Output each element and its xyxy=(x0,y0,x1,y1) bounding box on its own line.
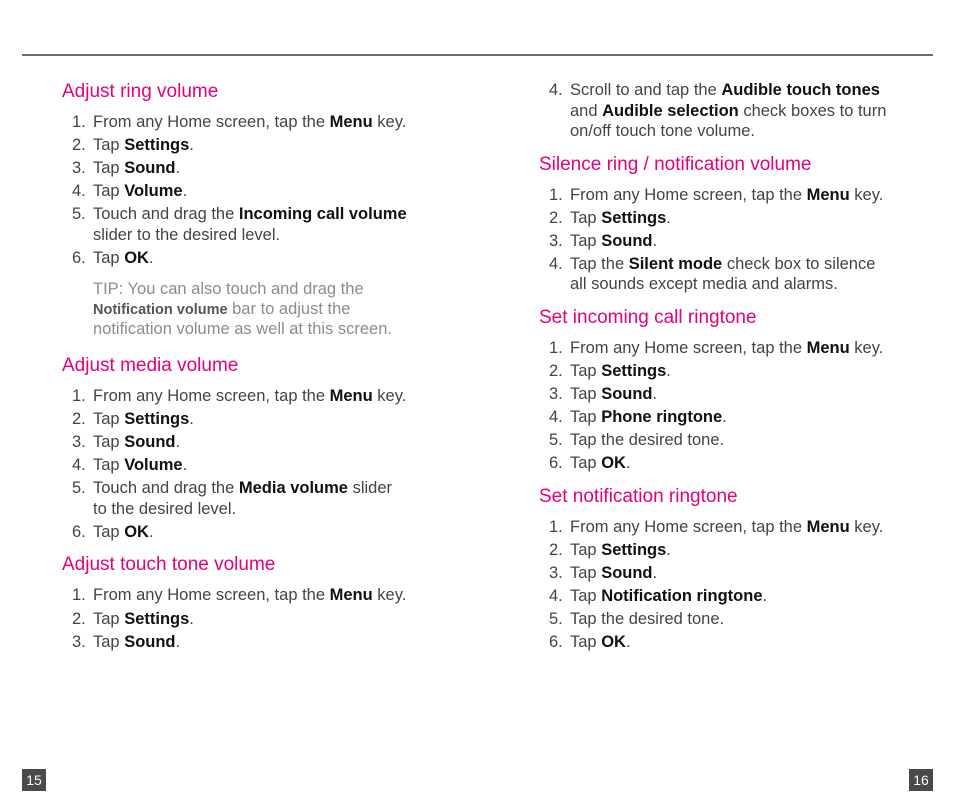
section-adjust-touch-tone-volume xyxy=(62,553,407,652)
step-post: key. xyxy=(372,386,407,405)
step-num: 6. xyxy=(72,522,86,541)
step-post: . xyxy=(175,159,181,178)
section-title: Set incoming call ringtone xyxy=(539,306,757,328)
step-pre: Tap xyxy=(570,563,602,582)
step-item xyxy=(62,181,407,202)
step-pre: From any Home screen, tap the xyxy=(93,386,330,405)
step-item xyxy=(539,540,889,561)
section-title: Adjust touch tone volume xyxy=(62,554,276,576)
step-pre: Tap the xyxy=(570,254,629,273)
step-num: 2. xyxy=(549,540,563,559)
step-mid: and xyxy=(570,101,603,120)
step-num: 5. xyxy=(72,205,86,224)
step-pre: Tap xyxy=(93,182,125,201)
step-num: 1. xyxy=(72,386,86,405)
step-post: . xyxy=(182,182,188,201)
step-bold2: Audible selection xyxy=(602,101,739,120)
step-post: key. xyxy=(372,586,407,605)
step-num: 1. xyxy=(72,113,86,131)
step-post: . xyxy=(625,454,631,473)
step-item xyxy=(62,158,407,179)
step-list xyxy=(62,112,407,268)
step-post: check boxes to turn on/off touch tone volume. xyxy=(570,101,887,140)
step-num: 3. xyxy=(72,632,86,651)
step-post: . xyxy=(652,563,658,582)
step-item xyxy=(62,478,407,519)
step-bold: OK xyxy=(601,633,626,652)
section-title: Adjust media volume xyxy=(62,354,239,376)
step-num: 2. xyxy=(72,609,86,628)
step-num: 4. xyxy=(549,587,563,606)
step-post: . xyxy=(189,609,194,628)
step-bold: Volume xyxy=(124,182,183,201)
section-adjust-ring-volume xyxy=(62,80,407,340)
step-bold: Sound xyxy=(124,433,176,452)
step-pre: Tap xyxy=(570,208,602,227)
section-touch-tone-continued xyxy=(539,80,889,142)
section-set-notification-ringtone xyxy=(539,485,889,653)
step-item xyxy=(539,430,889,451)
step-item xyxy=(539,517,889,538)
step-num: 3. xyxy=(72,433,86,452)
step-pre: Tap xyxy=(570,384,602,403)
step-bold: Menu xyxy=(806,338,850,357)
step-post: key. xyxy=(849,517,884,536)
step-post: . xyxy=(189,136,194,155)
step-bold: Sound xyxy=(601,563,653,582)
step-num: 2. xyxy=(72,410,86,429)
tip-bold-term: Notification volume xyxy=(93,301,228,318)
step-num: 2. xyxy=(549,361,563,380)
step-bold: Settings xyxy=(124,136,190,155)
step-num: 2. xyxy=(549,208,563,227)
right-column xyxy=(539,80,889,664)
step-bold: OK xyxy=(124,248,149,267)
step-item xyxy=(539,208,889,229)
step-num: 6. xyxy=(72,248,86,267)
step-bold: Notification ringtone xyxy=(601,587,763,606)
step-item xyxy=(62,432,407,453)
step-item xyxy=(539,586,889,607)
step-item xyxy=(62,409,407,430)
step-pre: From any Home screen, tap the xyxy=(93,113,330,131)
step-bold: Silent mode xyxy=(628,254,723,273)
step-pre: Tap xyxy=(93,609,125,628)
step-post: . xyxy=(189,410,194,429)
step-bold: OK xyxy=(601,454,626,473)
step-item xyxy=(62,632,407,653)
step-post: . xyxy=(625,633,631,652)
step-pre: Scroll to and tap the xyxy=(570,81,722,99)
step-pre: Tap xyxy=(570,454,602,473)
step-item xyxy=(539,632,889,653)
step-bold: Incoming call volume xyxy=(238,205,407,224)
page-number-left: 15 xyxy=(22,769,46,791)
step-item xyxy=(539,338,889,359)
step-list xyxy=(539,185,889,295)
step-num: 1. xyxy=(549,185,563,204)
step-post: key. xyxy=(372,113,407,131)
step-pre: Tap xyxy=(93,433,125,452)
step-bold: Sound xyxy=(601,384,653,403)
step-num: 6. xyxy=(549,633,563,652)
step-pre: Touch and drag the xyxy=(93,205,239,224)
step-num: 3. xyxy=(549,563,563,582)
step-num: 6. xyxy=(549,454,563,473)
step-item xyxy=(62,204,407,245)
step-bold: Audible touch tones xyxy=(721,81,880,99)
step-num: 3. xyxy=(549,231,563,250)
step-pre: Tap xyxy=(93,456,125,475)
step-bold: Settings xyxy=(124,410,190,429)
step-item xyxy=(62,386,407,407)
step-item xyxy=(539,80,889,142)
step-bold: Sound xyxy=(124,632,176,651)
step-bold: Phone ringtone xyxy=(601,408,723,427)
step-item xyxy=(539,185,889,206)
section-adjust-media-volume xyxy=(62,354,407,542)
step-pre: Tap xyxy=(570,587,602,606)
step-list xyxy=(539,517,889,653)
step-post: . xyxy=(666,361,671,380)
step-post: . xyxy=(666,540,671,559)
step-item xyxy=(539,453,889,474)
step-post: . xyxy=(666,208,671,227)
step-pre: From any Home screen, tap the xyxy=(570,185,807,204)
step-pre: Tap xyxy=(93,410,125,429)
step-post: . xyxy=(148,248,154,267)
step-num: 5. xyxy=(549,431,563,450)
step-num: 3. xyxy=(72,159,86,178)
step-item xyxy=(539,407,889,428)
step-num: 5. xyxy=(549,610,563,629)
step-num: 4. xyxy=(72,182,86,201)
step-pre: From any Home screen, tap the xyxy=(570,338,807,357)
step-pre: Tap xyxy=(570,231,602,250)
step-pre: Tap xyxy=(570,633,602,652)
step-item xyxy=(539,231,889,252)
step-bold: Sound xyxy=(124,159,176,178)
step-pre: Tap xyxy=(93,159,125,178)
step-post: slider to the desired level. xyxy=(93,225,281,244)
step-post: . xyxy=(652,231,658,250)
step-pre: Tap xyxy=(93,632,125,651)
step-item xyxy=(539,609,889,630)
step-num: 1. xyxy=(549,338,563,357)
step-num: 3. xyxy=(549,384,563,403)
step-post: slider to the desired level. xyxy=(93,479,392,518)
step-post: . xyxy=(722,408,727,427)
step-num: 4. xyxy=(549,81,563,99)
step-list xyxy=(539,338,889,474)
step-bold: Sound xyxy=(601,231,653,250)
step-bold: Settings xyxy=(601,361,667,380)
step-num: 1. xyxy=(72,586,86,605)
step-list xyxy=(539,80,889,142)
step-item xyxy=(62,455,407,476)
step-pre: From any Home screen, tap the xyxy=(93,586,330,605)
step-bold: Media volume xyxy=(238,479,348,498)
step-post: . xyxy=(762,587,768,606)
step-post: check box to silence all sounds except media and alarms. xyxy=(570,254,876,294)
step-pre: Tap the desired tone. xyxy=(570,431,725,450)
section-set-incoming-call-ringtone xyxy=(539,306,889,474)
step-num: 1. xyxy=(549,517,563,536)
top-rule xyxy=(22,54,933,56)
section-silence-ring xyxy=(539,153,889,295)
step-bold: Menu xyxy=(329,113,373,131)
section-title: Adjust ring volume xyxy=(62,81,219,102)
step-post: . xyxy=(182,456,188,475)
step-bold: Menu xyxy=(329,386,373,405)
step-item xyxy=(62,585,407,606)
step-item xyxy=(539,563,889,584)
step-item xyxy=(539,254,889,295)
step-pre: Tap xyxy=(93,136,125,155)
step-num: 2. xyxy=(72,136,86,155)
step-item xyxy=(62,609,407,630)
step-num: 4. xyxy=(549,254,563,273)
step-num: 5. xyxy=(72,479,86,498)
step-bold: OK xyxy=(124,522,149,541)
step-pre: Tap xyxy=(570,540,602,559)
section-title: Silence ring / notification volume xyxy=(539,153,812,175)
step-post: . xyxy=(652,384,658,403)
step-pre: Touch and drag the xyxy=(93,479,239,498)
step-pre: Tap xyxy=(93,522,125,541)
step-num: 4. xyxy=(72,456,86,475)
step-pre: From any Home screen, tap the xyxy=(570,517,807,536)
step-pre: Tap xyxy=(570,361,602,380)
step-pre: Tap the desired tone. xyxy=(570,610,725,629)
step-post: key. xyxy=(849,185,884,204)
tip-text: TIP: You can also touch and drag the xyxy=(93,280,364,299)
step-list xyxy=(62,585,407,652)
page-number-right: 16 xyxy=(909,769,933,791)
step-bold: Menu xyxy=(806,517,850,536)
step-pre: Tap xyxy=(93,248,125,267)
step-item xyxy=(539,384,889,405)
step-item xyxy=(62,522,407,543)
step-post: key. xyxy=(849,338,884,357)
step-bold: Settings xyxy=(601,540,667,559)
tip-note xyxy=(62,280,407,340)
step-bold: Menu xyxy=(806,185,850,204)
step-post: . xyxy=(175,433,181,452)
step-post: . xyxy=(175,632,181,651)
step-post: . xyxy=(148,522,154,541)
step-bold: Settings xyxy=(601,208,667,227)
step-bold: Volume xyxy=(124,456,183,475)
tip-text-end: bar to adjust the notification volume as well at this screen. xyxy=(93,299,392,339)
step-item xyxy=(539,361,889,382)
step-bold: Menu xyxy=(329,586,373,605)
step-item xyxy=(62,112,407,133)
step-bold: Settings xyxy=(124,609,190,628)
step-item xyxy=(62,135,407,156)
step-num: 4. xyxy=(549,408,563,427)
step-item xyxy=(62,248,407,269)
left-column xyxy=(62,80,407,663)
step-pre: Tap xyxy=(570,408,602,427)
step-list xyxy=(62,386,407,542)
section-title: Set notification ringtone xyxy=(539,485,738,507)
